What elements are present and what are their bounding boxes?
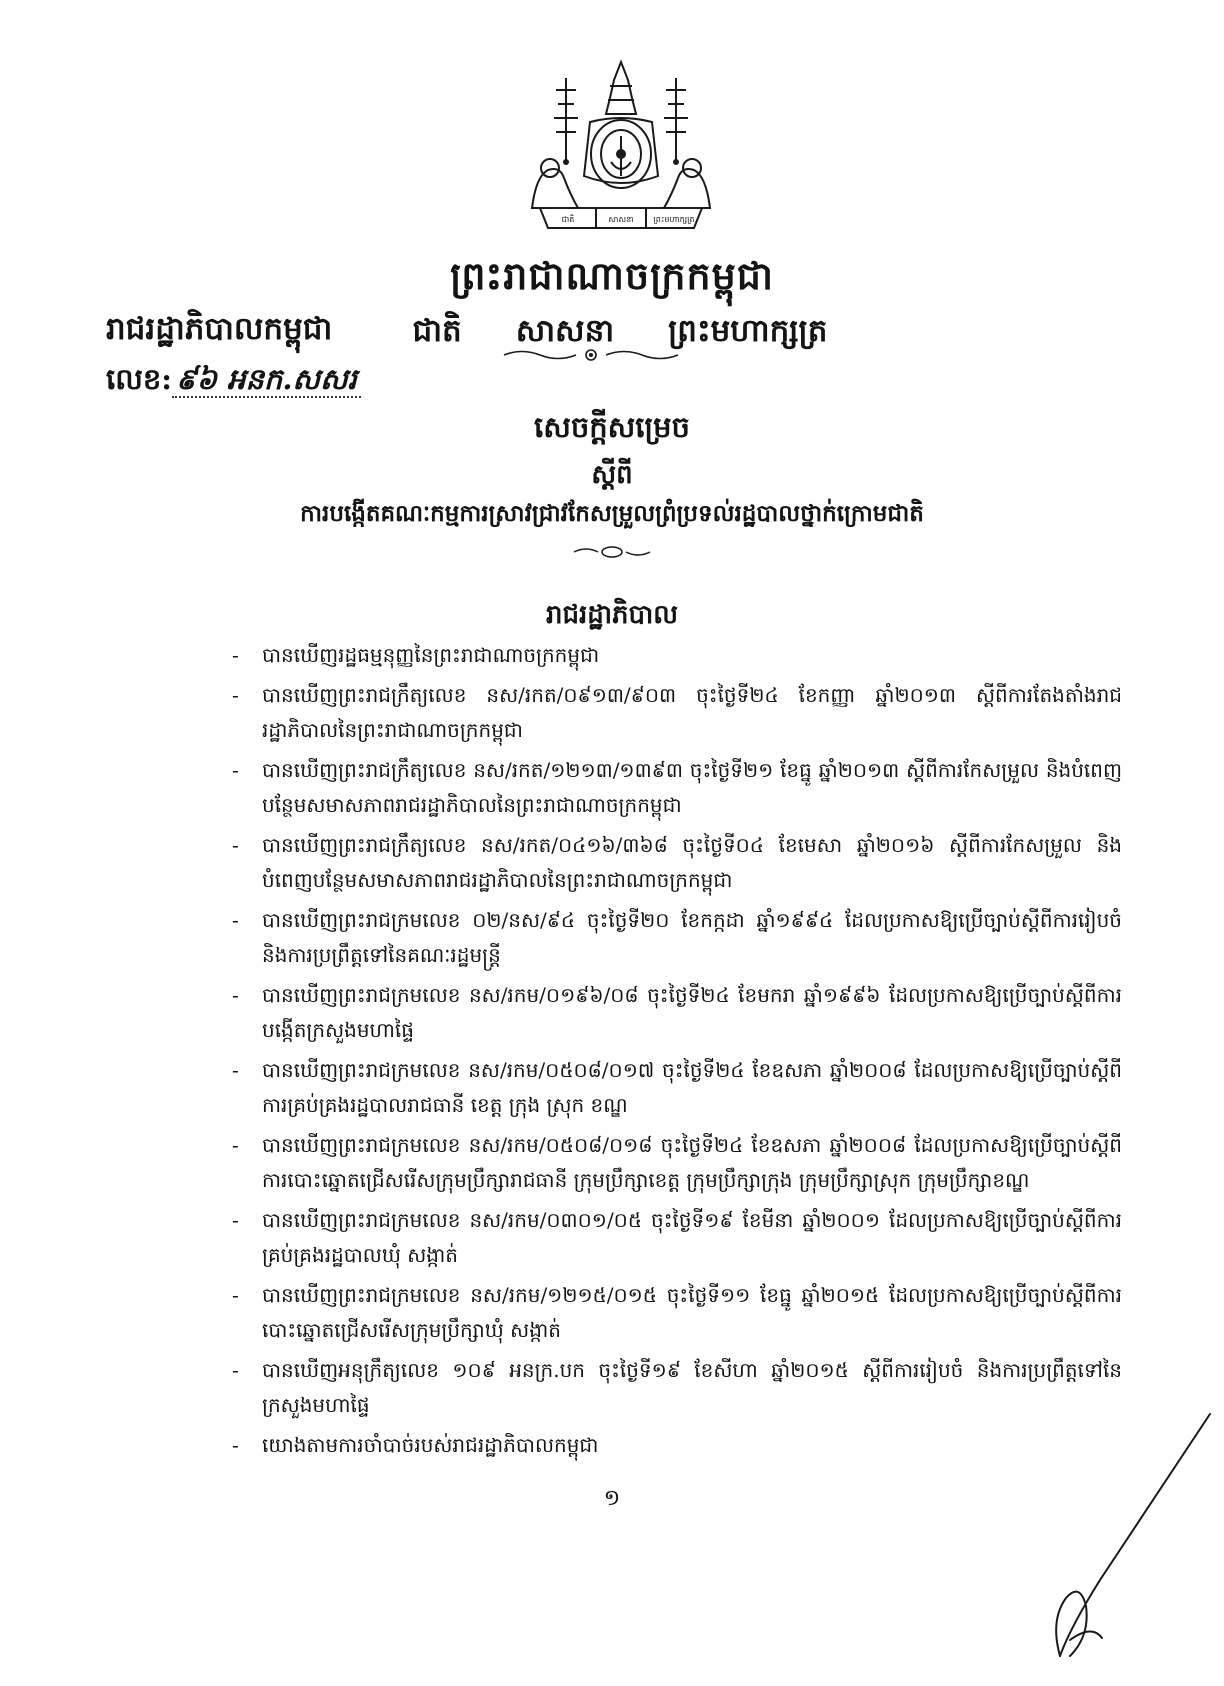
visa-text: បានឃើញព្រះរាជក្រមលេខ នស/រកម/០៣០១/០៥ ចុះថ្ងៃទី១៩ ខែមីនា ឆ្នាំ២០០១ ដែលប្រកាសឱ្យប្រើច្បាប់ស្តីពីការគ្រប់គ្រងរដ្ឋបាលឃុំ សង្កាត់	[262, 1208, 1122, 1267]
royal-coat-of-arms	[526, 58, 716, 234]
visa-dash: -	[232, 1058, 239, 1082]
visa-dash: -	[232, 1133, 239, 1157]
visa-item	[232, 1053, 1122, 1123]
visa-text: បានឃើញរដ្ឋធម្មនុញ្ញនៃព្រះរាជាណាចក្រកម្ពុជា	[262, 643, 600, 667]
document-type: សេចក្តីសម្រេច	[534, 410, 690, 444]
document-subject: ការបង្កើតគណៈកម្មការស្រាវជ្រាវកែសម្រួលព្រំប្រទល់រដ្ឋបាលថ្នាក់ក្រោមជាតិ	[300, 500, 924, 527]
handwritten-signature	[1040, 1410, 1216, 1670]
motto-religion: សាសនា	[515, 313, 615, 349]
visa-item	[232, 828, 1122, 898]
visa-item	[232, 1278, 1122, 1348]
visa-item	[232, 1203, 1122, 1273]
visa-text: បានឃើញអនុក្រឹត្យលេខ ១០៩ អនក្រ.បក ចុះថ្ងៃទី១៩ ខែសីហា ឆ្នាំ២០១៥ ស្តីពីការរៀបចំ និងការប្រព្រឹត្តទៅនៃក្រសួងមហាផ្ទៃ	[262, 1358, 1122, 1417]
emblem-inscription-2: សាសនា	[608, 215, 634, 224]
visa-dash: -	[232, 758, 239, 782]
visa-dash: -	[232, 1433, 239, 1457]
emblem-inscription-3: ព្រះមហាក្សត្រ	[653, 215, 695, 224]
visa-dash: -	[232, 833, 239, 857]
visa-text: យោងតាមការចាំបាច់របស់រាជរដ្ឋាភិបាលកម្ពុជា	[262, 1433, 599, 1457]
visa-item	[232, 1128, 1122, 1198]
emblem-inscription-1: ជាតិ	[561, 215, 575, 224]
visa-item	[232, 903, 1122, 973]
authority-heading: រាជរដ្ឋាភិបាល	[545, 600, 679, 630]
visa-item	[232, 678, 1122, 748]
visa-item	[232, 753, 1122, 823]
motto-king: ព្រះមហាក្សត្រ	[668, 313, 828, 349]
document-number	[106, 362, 361, 404]
number-label: លេខ:	[106, 362, 172, 396]
kingdom-title: ព្រះរាជាណាចក្រកម្ពុជា	[450, 253, 774, 298]
visa-text: បានឃើញព្រះរាជក្រមលេខ នស/រកម/១២១៥/០១៥ ចុះថ្ងៃទី១១ ខែធ្នូ ឆ្នាំ២០១៥ ដែលប្រកាសឱ្យប្រើច្បាប់ស្តីពីការបោះឆ្នោតជ្រើសរើសក្រុមប្រឹក្សាឃុំ សង្កាត់	[262, 1283, 1122, 1342]
about-label: ស្តីពី	[591, 460, 633, 490]
visa-dash: -	[232, 908, 239, 932]
visa-dash: -	[232, 683, 239, 707]
visa-dash: -	[232, 1283, 239, 1307]
number-value: ៩៦ អនក.សសរ	[172, 362, 361, 398]
visa-dash: -	[232, 643, 239, 667]
visa-text: បានឃើញព្រះរាជក្រមលេខ នស/រកម/០៥០៨/០១៧ ចុះថ្ងៃទី២៤ ខែឧសភា ឆ្នាំ២០០៨ ដែលប្រកាសឱ្យប្រើច្បាប់ស្តីពីការគ្រប់គ្រងរដ្ឋបាលរាជធានី ខេត្ត ក្រុង ស្រុក ខណ្ឌ	[262, 1058, 1122, 1117]
visa-item	[232, 1353, 1122, 1423]
visa-text: បានឃើញព្រះរាជក្រមលេខ ០២/នស/៩៤ ចុះថ្ងៃទី២០ ខែកក្កដា ឆ្នាំ១៩៩៤ ដែលប្រកាសឱ្យប្រើច្បាប់ស្តីពីការរៀបចំ និងការប្រព្រឹត្តទៅនៃគណៈរដ្ឋមន្ត្រី	[262, 908, 1122, 967]
visa-text: បានឃើញព្រះរាជក្រឹត្យលេខ នស/រកត/០៩១៣/៩០៣ ចុះថ្ងៃទី២៤ ខែកញ្ញា ឆ្នាំ២០១៣ ស្តីពីការតែងតាំងរាជរដ្ឋាភិបាលនៃព្រះរាជាណាចក្រកម្ពុជា	[262, 683, 1122, 742]
visa-text: បានឃើញព្រះរាជក្រមលេខ នស/រកម/០១៩៦/០៨ ចុះថ្ងៃទី២៤ ខែមករា ឆ្នាំ១៩៩៦ ដែលប្រកាសឱ្យប្រើច្បាប់ស្តីពីការបង្កើតក្រសួងមហាផ្ទៃ	[262, 983, 1122, 1042]
visa-dash: -	[232, 983, 239, 1007]
visa-dash: -	[232, 1208, 239, 1232]
visa-text: បានឃើញព្រះរាជក្រឹត្យលេខ នស/រកត/១២១៣/១៣៩៣ ចុះថ្ងៃទី២១ ខែធ្នូ ឆ្នាំ២០១៣ ស្តីពីការកែសម្រួល និងបំពេញបន្ថែមសមាសភាពរាជរដ្ឋាភិបាលនៃព្រះរាជាណាចក្រកម្ពុជា	[262, 758, 1122, 817]
visa-item	[232, 978, 1122, 1048]
visa-text: បានឃើញព្រះរាជក្រមលេខ នស/រកម/០៥០៨/០១៨ ចុះថ្ងៃទី២៤ ខែឧសភា ឆ្នាំ២០០៨ ដែលប្រកាសឱ្យប្រើច្បាប់ស្តីពីការបោះឆ្នោតជ្រើសរើសក្រុមប្រឹក្សារាជធានី ក្រុមប្រឹក្សាខេត្ត ក្រុមប្រឹក្សាក្រុង ក្រុមប្រឹក្សាស្រុក ក្រុមប្រឹក្សាខណ្ឌ	[262, 1133, 1122, 1192]
page-number: ១	[603, 1486, 621, 1511]
visa-item	[232, 638, 1122, 673]
visa-dash: -	[232, 1358, 239, 1382]
visa-item	[232, 1428, 1122, 1463]
motto-nation: ជាតិ	[412, 313, 462, 349]
ornament-divider	[502, 346, 680, 364]
visa-list	[232, 638, 1122, 1468]
visa-text: បានឃើញព្រះរាជក្រឹត្យលេខ នស/រកត/០៤១៦/៣៦៨ ចុះថ្ងៃទី០៤ ខែមេសា ឆ្នាំ២០១៦ ស្តីពីការកែសម្រួល និងបំពេញបន្ថែមសមាសភាពរាជរដ្ឋាភិបាលនៃព្រះរាជាណាចក្រកម្ពុជា	[262, 833, 1122, 892]
issuer-name: រាជរដ្ឋាភិបាលកម្ពុជា	[106, 311, 333, 347]
ornament-small	[572, 544, 652, 560]
